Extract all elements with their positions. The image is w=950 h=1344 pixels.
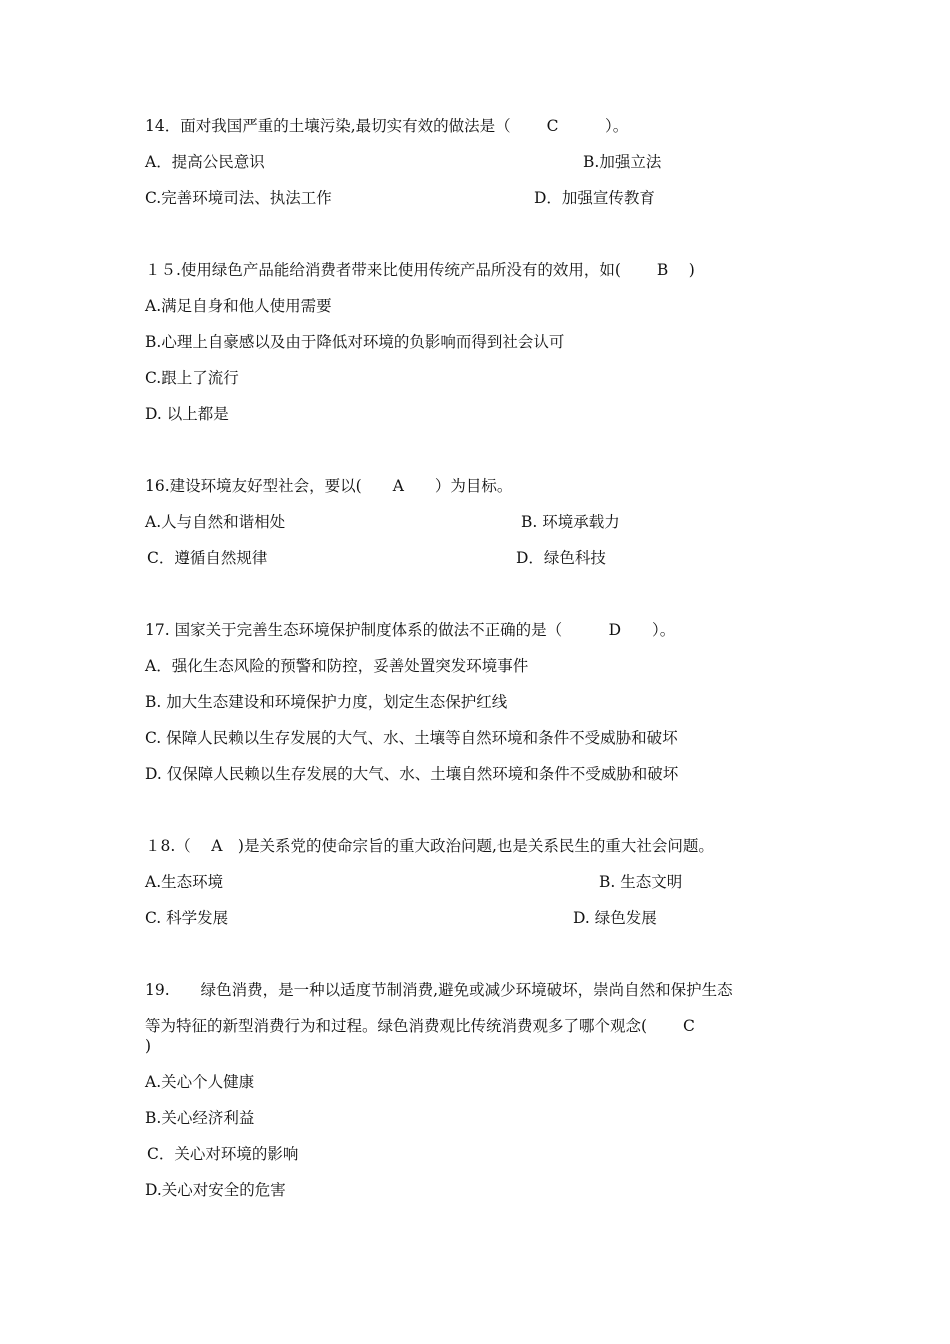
- question-15-option-d: D. 以上都是: [145, 405, 229, 423]
- question-16-stem: 16.建设环境友好型社会，要以( A ）为目标。: [145, 477, 513, 495]
- question-17-option-c: C. 保障人民赖以生存发展的大气、水、土壤等自然环境和条件不受威胁和破坏: [145, 729, 678, 747]
- question-16-option-d: D．绿色科技: [516, 549, 606, 567]
- question-18-option-c: C. 科学发展: [145, 909, 229, 927]
- question-15-option-a: A.满足自身和他人使用需要: [145, 297, 332, 315]
- question-15-stem: １５.使用绿色产品能给消费者带来比使用传统产品所没有的效用，如( B ): [145, 261, 695, 279]
- question-16-option-c: C．遵循自然规律: [147, 549, 268, 567]
- question-17-stem: 17. 国家关于完善生态环境保护制度体系的做法不正确的是（ D ）。: [145, 621, 676, 639]
- question-17-option-b: B. 加大生态建设和环境保护力度，划定生态保护红线: [145, 693, 508, 711]
- question-19-option-d: D.关心对安全的危害: [145, 1181, 286, 1199]
- question-17-option-d: D. 仅保障人民赖以生存发展的大气、水、土壤自然环境和条件不受威胁和破坏: [145, 765, 679, 783]
- question-19-option-b: B.关心经济利益: [145, 1109, 255, 1127]
- question-16-option-b: B. 环境承载力: [521, 513, 620, 531]
- question-14-option-b: B.加强立法: [583, 153, 662, 171]
- question-19-option-a: A.关心个人健康: [145, 1073, 255, 1091]
- question-17-option-a: A．强化生态风险的预警和防控，妥善处置突发环境事件: [145, 657, 529, 675]
- question-18-option-a: A.生态环境: [145, 873, 224, 891]
- question-14-option-c: C.完善环境司法、执法工作: [145, 189, 332, 207]
- question-14-stem: 14．面对我国严重的土壤污染,最切实有效的做法是（ C ）。: [145, 117, 629, 135]
- question-19-stem-line-1: 19. 绿色消费，是一种以适度节制消费,避免或减少环境破坏，崇尚自然和保护生态: [145, 981, 733, 999]
- question-14-option-a: A．提高公民意识: [145, 153, 265, 171]
- question-15-option-c: C.跟上了流行: [145, 369, 239, 387]
- question-15-option-b: B.心理上自豪感以及由于降低对环境的负影响而得到社会认可: [145, 333, 565, 351]
- question-14-option-d: D．加强宣传教育: [534, 189, 655, 207]
- question-18-option-d: D. 绿色发展: [573, 909, 657, 927]
- question-18-stem: １8.（ A )是关系党的使命宗旨的重大政治问题,也是关系民生的重大社会问题。: [145, 837, 714, 855]
- question-19-stem-line-2: 等为特征的新型消费行为和过程。绿色消费观比传统消费观多了哪个观念( C: [145, 1017, 695, 1035]
- question-19-stem-line-3: ): [145, 1037, 152, 1055]
- question-16-option-a: A.人与自然和谐相处: [145, 513, 286, 531]
- question-19-option-c: C．关心对环境的影响: [147, 1145, 299, 1163]
- question-18-option-b: B. 生态文明: [599, 873, 683, 891]
